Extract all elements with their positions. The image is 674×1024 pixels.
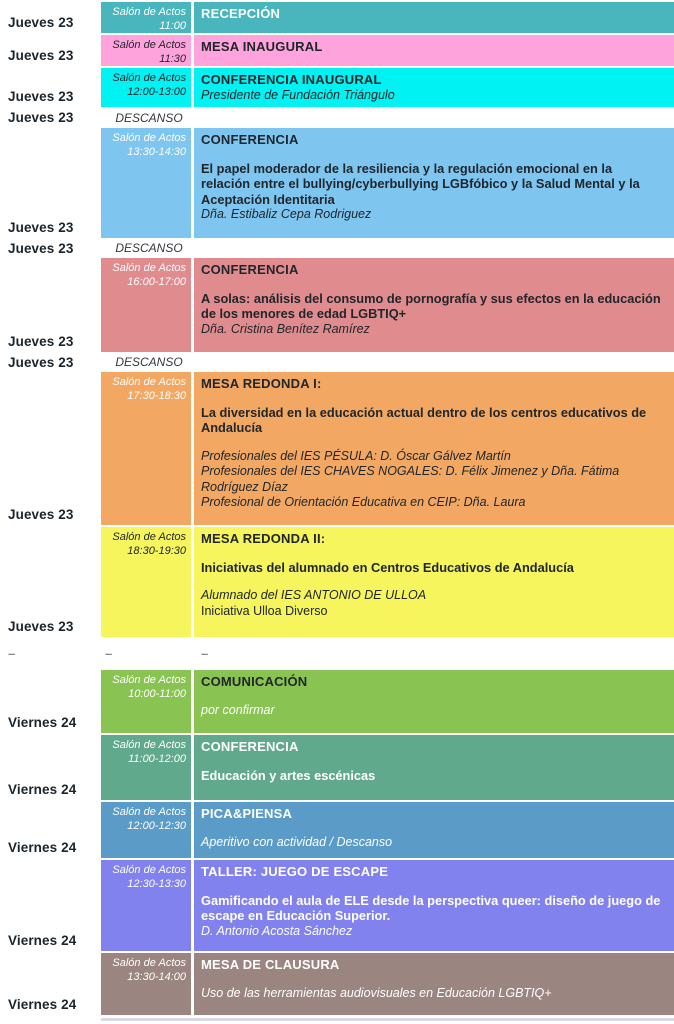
venue-time-cell: [101, 527, 191, 637]
session-type-title: CONFERENCIA: [201, 262, 299, 277]
line-spacer: [201, 822, 664, 835]
line-spacer: [201, 436, 664, 449]
session-block: [101, 953, 674, 1015]
day-label: Jueves 23: [8, 354, 74, 370]
line-spacer: [201, 148, 664, 161]
venue-time-cell: [101, 35, 191, 66]
schedule-row: [0, 953, 674, 1015]
session-detail: Profesionales del IES CHAVES NOGALES: D. Félix Jimenez y Dña. Fátima Rodríguez Díaz: [201, 464, 620, 494]
session-content: [194, 128, 674, 238]
day-label: Jueves 23: [8, 89, 74, 104]
session-block: [101, 372, 674, 525]
session-detail: Profesional de Orientación Educativa en CEIP: Dña. Laura: [201, 495, 526, 509]
session-detail: Dña. Estibaliz Cepa Rodriguez: [201, 207, 372, 221]
venue-time-cell: [101, 2, 191, 33]
schedule-row: [0, 109, 674, 126]
separator-dash: –: [8, 646, 16, 661]
day-label: Jueves 23: [8, 110, 74, 125]
venue-label: Salón de Actos: [112, 132, 186, 144]
break-label: DESCANSO: [115, 110, 183, 125]
venue-label: Salón de Actos: [112, 864, 186, 876]
schedule-row: [0, 860, 674, 951]
venue-label: Salón de Actos: [112, 262, 186, 274]
schedule-row: [0, 68, 674, 107]
session-detail: Iniciativa Ulloa Diverso: [201, 603, 328, 618]
schedule-row: [0, 372, 674, 525]
separator-dash: –: [105, 646, 113, 661]
venue-label: Salón de Actos: [112, 39, 186, 51]
schedule-row: [0, 735, 674, 800]
session-content: [194, 372, 674, 525]
venue-time-cell: [101, 860, 191, 951]
day-label: [0, 1017, 101, 1021]
day-label: Jueves 23: [8, 334, 74, 349]
time-label: 11:30: [159, 52, 186, 65]
day-label: Viernes 24: [8, 997, 77, 1012]
schedule-row: [0, 527, 674, 637]
day-label: Jueves 23: [8, 619, 74, 634]
session-type-title: CONFERENCIA: [201, 132, 299, 147]
schedule-row: [0, 802, 674, 858]
session-content: [194, 2, 674, 33]
schedule-row: [0, 639, 674, 668]
day-label: Jueves 23: [8, 507, 74, 522]
session-block: [101, 670, 674, 733]
schedule-row: [0, 240, 674, 256]
day-label: Jueves 23: [8, 48, 74, 63]
time-label: 17:30-18:30: [127, 389, 186, 402]
line-spacer: [201, 755, 664, 768]
venue-label: Salón de Actos: [112, 6, 186, 18]
break-label: DESCANSO: [115, 241, 183, 255]
time-label: 16:00-17:00: [127, 275, 186, 288]
venue-label: Salón de Actos: [112, 957, 186, 969]
schedule-row: [0, 1017, 674, 1021]
session-detail: Alumnado del IES ANTONIO DE ULLOA: [201, 588, 427, 602]
session-detail: Dña. Cristina Benítez Ramírez: [201, 321, 370, 336]
venue-label: Salón de Actos: [112, 806, 186, 818]
line-spacer: [201, 575, 664, 588]
break-label: DESCANSO: [115, 355, 183, 369]
day-label: Viernes 24: [8, 840, 77, 855]
session-type-title: CONFERENCIA INAUGURAL: [201, 72, 382, 87]
schedule-row: [0, 258, 674, 352]
venue-label: Salón de Actos: [112, 739, 186, 751]
schedule-row: [0, 35, 674, 66]
schedule-row: [0, 128, 674, 238]
line-spacer: [201, 690, 664, 703]
session-title: La diversidad en la educación actual dentro de los centros educativos de Andalucía: [201, 404, 647, 435]
day-label: Viernes 24: [8, 933, 77, 948]
session-block: [101, 2, 674, 33]
session-detail: Aperitivo con actividad / Descanso: [201, 834, 393, 849]
venue-time-cell: [101, 68, 191, 107]
venue-label: Salón de Actos: [112, 72, 186, 84]
time-label: 18:30-19:30: [127, 544, 186, 557]
session-block: [101, 735, 674, 800]
time-label: 13:30-14:30: [127, 145, 186, 158]
session-title: Educación y artes escénicas: [201, 767, 376, 783]
day-label: Jueves 23: [8, 240, 74, 256]
separator-dash: [194, 639, 674, 668]
session-content: [194, 860, 674, 951]
time-label: 12:00-12:30: [127, 819, 186, 832]
line-spacer: [201, 880, 664, 893]
session-detail: D. Antonio Acosta Sánchez: [201, 923, 353, 938]
session-type-title: COMUNICACIÓN: [201, 674, 308, 689]
schedule-table: [0, 2, 674, 1021]
session-detail: Presidente de Fundación Triángulo: [201, 87, 395, 102]
session-title: El papel moderador de la resiliencia y la regulación emocional en la relación entre el bullying/cyberbullying LGBfóbico y la Salud Mental y la Aceptación Identitaria: [201, 160, 640, 207]
session-title: Iniciativas del alumnado en Centros Educativos de Andalucía: [201, 559, 574, 575]
session-type-title: TALLER: JUEGO DE ESCAPE: [201, 864, 389, 879]
session-content: [194, 258, 674, 352]
session-title: A solas: análisis del consumo de pornografía y sus efectos en la educación de los menores de edad LGBTIQ+: [201, 290, 661, 321]
schedule-row: [0, 354, 674, 370]
session-content: [194, 670, 674, 733]
time-label: 12:30-13:30: [127, 877, 186, 890]
line-spacer: [201, 392, 664, 405]
separator-dash: –: [201, 646, 209, 661]
line-spacer: [201, 547, 664, 560]
session-type-title: CONFERENCIA: [201, 739, 299, 754]
session-type-title: RECEPCIÓN: [201, 6, 281, 21]
venue-label: Salón de Actos: [112, 376, 186, 388]
schedule-row: [0, 670, 674, 733]
session-content: [194, 68, 674, 107]
time-label: 11:00: [159, 19, 186, 32]
session-block: [101, 860, 674, 951]
day-label: Jueves 23: [8, 220, 74, 235]
session-type-title: PICA&PIENSA: [201, 806, 293, 821]
session-type-title: MESA INAUGURAL: [201, 39, 323, 54]
separator-dash: [101, 639, 194, 668]
session-content: [194, 35, 674, 66]
session-content: [194, 735, 674, 800]
time-label: 12:00-13:00: [127, 85, 186, 98]
session-block: [101, 68, 674, 107]
venue-label: Salón de Actos: [112, 531, 186, 543]
session-block: [101, 128, 674, 238]
session-block: [101, 258, 674, 352]
session-detail: Profesionales del IES PÉSULA: D. Óscar Gálvez Martín: [201, 448, 511, 463]
session-type-title: MESA REDONDA I:: [201, 376, 322, 391]
line-spacer: [201, 973, 664, 986]
session-type-title: MESA REDONDA II:: [201, 531, 326, 546]
session-detail: por confirmar: [201, 702, 275, 717]
session-content: [194, 527, 674, 637]
venue-time-cell: [101, 802, 191, 858]
time-label: 10:00-11:00: [128, 687, 186, 700]
venue-label: Salón de Actos: [112, 674, 186, 686]
venue-time-cell: [101, 670, 191, 733]
session-title: Gamificando el aula de ELE desde la perspectiva queer: diseño de juego de escape en Educación Superior.: [201, 892, 661, 923]
schedule-row: [0, 2, 674, 33]
day-label: Jueves 23: [8, 15, 74, 30]
session-block: [101, 802, 674, 858]
venue-time-cell: [101, 372, 191, 525]
session-block: [101, 35, 674, 66]
time-label: 11:00-12:00: [128, 752, 186, 765]
line-spacer: [201, 278, 664, 291]
venue-time-cell: [101, 128, 191, 238]
session-content: [194, 953, 674, 1015]
venue-time-cell: [101, 953, 191, 1015]
day-label: Viernes 24: [8, 715, 77, 730]
venue-time-cell: [101, 258, 191, 352]
session-block: [101, 527, 674, 637]
time-label: 13:30-14:00: [127, 970, 186, 983]
session-content: [194, 802, 674, 858]
session-detail: Uso de las herramientas audiovisuales en Educación LGBTIQ+: [201, 985, 552, 1000]
session-type-title: MESA DE CLAUSURA: [201, 957, 340, 972]
cutoff-block-edge: [101, 1018, 674, 1021]
day-label: Viernes 24: [8, 782, 77, 797]
venue-time-cell: [101, 735, 191, 800]
